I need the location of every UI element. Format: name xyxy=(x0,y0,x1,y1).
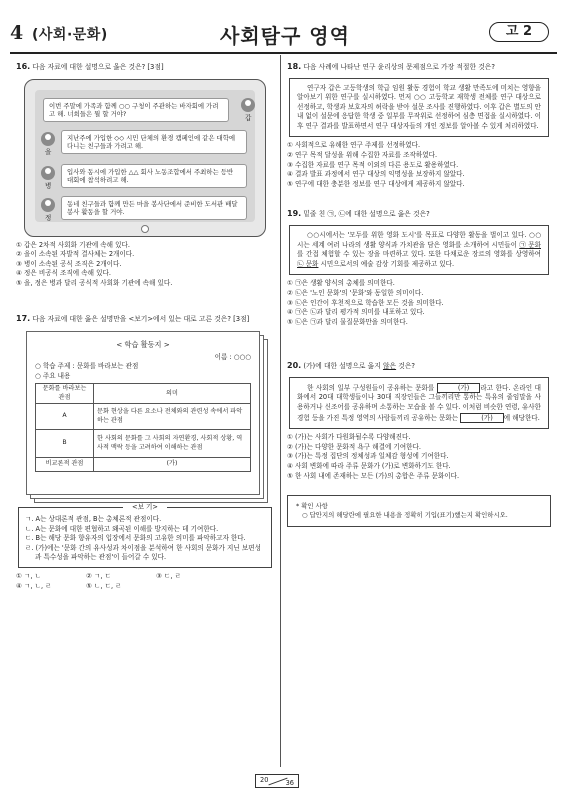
page-current: 20 xyxy=(260,776,269,784)
avatar-name-jeong: 정 xyxy=(45,213,52,222)
choice[interactable]: ① ㉠은 생활 양식의 총체를 의미한다. xyxy=(287,279,395,288)
chat-bubble-gap: 이번 주말에 가족과 함께 ○○ 구청이 주관하는 바자회에 가려고 해. 너희들은 뭘 할 거야? xyxy=(43,98,229,123)
question-20 xyxy=(287,361,551,481)
table-cell: (가) xyxy=(94,458,251,472)
avatar-jeong xyxy=(41,198,55,212)
question-18-choices xyxy=(287,141,551,189)
choice[interactable]: ③ 수집한 자료를 연구 목적 이외의 다른 용도로 활용하였다. xyxy=(287,160,459,169)
worksheet-name: 이름 : ○○○ xyxy=(214,352,251,361)
question-20-passage: 한 사회의 일부 구성원들이 공유하는 문화를 (가) 라고 한다. 온라인 대화에서 20대 대학생들이나 30대 직장인들은 그들끼리만 통하는 특유의 줄임말을 사용하거나 신조어를 공유하며 소통하는 모습을 볼 수 있다. 이처럼 비슷한 연령, 유사한 경험 등을 가진 특정 영역의 사람들끼리 공유하는 문화는 (가) 에 해당한다. xyxy=(289,377,549,429)
worksheet-title: < 학습 활동지 > xyxy=(116,339,170,349)
table-cell: A xyxy=(36,404,94,430)
page-indicator xyxy=(255,774,299,788)
choice[interactable]: ① 사회적으로 유해한 연구 주제를 선정하였다. xyxy=(287,141,421,150)
choice[interactable]: ④ ㄱ, ㄴ, ㄹ xyxy=(16,581,52,590)
avatar-name-byeong: 병 xyxy=(45,181,52,190)
choice[interactable]: ③ ㄷ, ㄹ xyxy=(156,571,181,580)
choice[interactable]: ① ㄱ, ㄴ xyxy=(16,571,41,580)
bogi-item: ㄴ. A는 문화에 대한 편협하고 왜곡된 이해를 방지하는 데 기여한다. xyxy=(25,524,219,533)
page-total: 36 xyxy=(285,779,294,787)
blank-box: (가) xyxy=(437,383,481,393)
choice[interactable]: ⑤ 연구에 대한 충분한 정보를 연구 대상에게 제공하지 않았다. xyxy=(287,179,465,188)
avatar-name-gap: 갑 xyxy=(245,113,252,122)
check-notice-title: * 확인 사항 xyxy=(296,502,328,511)
header-divider xyxy=(10,52,557,54)
question-19-choices xyxy=(287,279,551,327)
exam-title: 사회탐구 영역 xyxy=(220,24,350,48)
worksheet-front-sheet xyxy=(26,331,260,495)
blank-box: (가) xyxy=(460,413,504,423)
choice[interactable]: ④ 정은 비공식 조직에 속해 있다. xyxy=(16,269,111,278)
question-18 xyxy=(287,62,551,189)
bogi-item: ㄱ. A는 상대론적 관점, B는 총체론적 관점이다. xyxy=(25,514,162,523)
check-notice-text: ○ 답안지의 해당란에 필요한 내용을 정확히 기입(표기)했는지 확인하시오. xyxy=(302,511,508,520)
phone-chat-figure xyxy=(24,79,266,237)
question-16-choices xyxy=(16,241,274,289)
worksheet-topic: ○ 학습 주제 : 문화를 바라보는 관점 xyxy=(35,362,139,371)
column-divider xyxy=(280,55,281,767)
choice[interactable]: ② 을이 소속된 자발적 결사체는 2개이다. xyxy=(16,250,135,259)
choice[interactable]: ② ㉡은 '노인 문화'의 '문화'와 동일한 의미이다. xyxy=(287,288,424,297)
chat-bubble-jeong: 동네 친구들과 함께 만든 마을 봉사단에서 준비한 도서관 배달 봉사 활동을 할 거야. xyxy=(61,196,247,221)
chat-bubble-byeong: 입사와 동시에 가입한 △△ 회사 노동조합에서 주최하는 등반 대회에 참석하려고 해. xyxy=(61,164,247,189)
underlined-term: ㉡ 문화 xyxy=(297,259,319,268)
avatar-name-eul: 을 xyxy=(45,147,52,156)
question-17-choices xyxy=(16,572,274,591)
table-cell: B xyxy=(36,430,94,458)
grade-badge: 고 2 xyxy=(489,22,549,42)
choice[interactable]: ② ㄱ, ㄷ xyxy=(86,571,111,580)
question-19-passage: ○○시에서는 '모두를 위한 영화 도시'를 목표로 다양한 활동을 벌이고 있다. ○○시는 세계 여러 나라의 생활 양식과 가치관을 담은 영화를 소개하여 시민들이 ㉠ 문화를 간접 체험할 수 있는 장을 마련하고 있다. 또한 다채로운 장르의 영화를 상영하여 ㉡ 문화 시민으로서의 예술 감상 기회를 제공하고 있다. xyxy=(289,225,549,275)
question-20-choices xyxy=(287,433,551,481)
choice[interactable]: ⑤ ㉡은 ㉠과 달리 물질문화만을 의미한다. xyxy=(287,317,408,326)
choice[interactable]: ① (가)는 사회가 다원화될수록 다양해진다. xyxy=(287,433,411,442)
choice[interactable]: ⑤ 한 사회 내에 존재하는 모든 (가)의 총합은 주류 문화이다. xyxy=(287,471,460,480)
check-notice-box xyxy=(287,495,551,527)
page-header xyxy=(10,22,555,50)
question-19-stem: 19. 밑줄 친 ㉠, ㉡에 대한 설명으로 옳은 것은? xyxy=(287,209,430,219)
choice[interactable]: ④ 결과 발표 과정에서 연구 대상의 익명성을 보장하지 않았다. xyxy=(287,170,465,179)
phone-screen xyxy=(35,90,255,222)
question-18-passage: 연구자 갑은 고등학생의 학급 임원 활동 경험이 학교 생활 만족도에 미치는 영향을 알아보기 위한 연구를 실시하였다. 먼저 ○○ 고등학교 재학생 전체를 연구 대상으로 선정하고, 학생과 보호자의 허락을 받아 설문 조사를 진행하였다. 이후 갑은 별도의 안내 없이 설문에 응답한 학생 중 일부를 무작위로 선정하여 심층 면접을 실시하였다. 이후 연구 결과를 발표하면서 연구 대상자들의 개인 정보를 알아볼 수 있게 처리하였다. xyxy=(289,78,549,138)
avatar-eul xyxy=(41,132,55,146)
table-header: 문화를 바라보는 관점 xyxy=(36,384,94,404)
table-header: 의미 xyxy=(94,384,251,404)
bogi-box xyxy=(18,502,272,568)
choice[interactable]: ③ 병이 소속된 공식 조직은 2개이다. xyxy=(16,259,122,268)
worksheet-table xyxy=(35,383,251,472)
question-17 xyxy=(16,314,274,591)
page-number: 4 xyxy=(10,22,24,44)
bogi-label: <보 기> xyxy=(123,503,167,512)
underlined-term: ㉠ 문화 xyxy=(519,240,541,249)
table-cell: 한 사회의 문화를 그 사회의 자연환경, 사회적 상황, 역사적 맥락 등을 고려하여 이해하는 관점 xyxy=(94,430,251,458)
table-cell: 문화 현상을 다른 요소나 전체와의 관련성 속에서 파악하는 관점 xyxy=(94,404,251,430)
choice[interactable]: ② 연구 목적 달성을 위해 수집한 자료를 조작하였다. xyxy=(287,151,438,160)
right-column xyxy=(287,62,551,527)
bogi-item: ㄹ. (가)에는 '문화 간의 유사성과 차이점을 분석하여 한 사회의 문화가 지닌 보편성과 특수성을 파악하는 관점'이 들어갈 수 있다. xyxy=(25,543,261,562)
subject-label: (사회·문화) xyxy=(32,27,108,43)
choice[interactable]: ③ (가)는 특정 집단의 정체성과 일체감 형성에 기여한다. xyxy=(287,452,449,461)
avatar-gap xyxy=(241,98,255,112)
choice[interactable]: ④ 사회 변화에 따라 주류 문화가 (가)로 변화하기도 한다. xyxy=(287,461,451,470)
choice[interactable]: ② (가)는 다양한 문화적 욕구 해결에 기여한다. xyxy=(287,442,422,451)
question-16-stem: 16. 다음 자료에 대한 설명으로 옳은 것은? [3점] xyxy=(16,62,164,71)
left-column xyxy=(16,62,274,591)
question-19 xyxy=(287,209,551,327)
chat-bubble-eul: 지난주에 가입한 ◇◇ 시민 단체의 환경 캠페인에 같은 대학에 다니는 친구들과 가려고 해. xyxy=(61,130,247,155)
phone-home-button-icon xyxy=(141,225,149,233)
table-cell: 비교론적 관점 xyxy=(36,458,94,472)
question-16 xyxy=(16,62,274,288)
question-18-stem: 18. 다음 사례에 나타난 연구 윤리상의 문제점으로 가장 적절한 것은? xyxy=(287,62,495,71)
question-20-stem: 20. (가)에 대한 설명으로 옳지 않은 것은? xyxy=(287,361,415,371)
avatar-byeong xyxy=(41,166,55,180)
choice[interactable]: ④ ㉠은 ㉡과 달리 평가적 의미를 내포하고 있다. xyxy=(287,308,425,317)
learning-worksheet xyxy=(26,331,268,503)
question-17-stem: 17. 다음 자료에 대한 옳은 설명만을 <보기>에서 있는 대로 고른 것은? [3점] xyxy=(16,314,250,324)
choice[interactable]: ① 갑은 2차적 사회화 기관에 속해 있다. xyxy=(16,240,130,249)
choice[interactable]: ⑤ 을, 정은 병과 달리 공식적 사회화 기관에 속해 있다. xyxy=(16,278,173,287)
choice[interactable]: ⑤ ㄴ, ㄷ, ㄹ xyxy=(86,581,122,590)
worksheet-content-label: ○ 주요 내용 xyxy=(35,371,71,380)
choice[interactable]: ③ ㉡은 인간이 후천적으로 학습한 모든 것을 의미한다. xyxy=(287,298,444,307)
bogi-item: ㄷ. B는 해당 문화 향유자의 입장에서 문화의 고유한 의미를 파악하고자 한다. xyxy=(25,534,246,543)
